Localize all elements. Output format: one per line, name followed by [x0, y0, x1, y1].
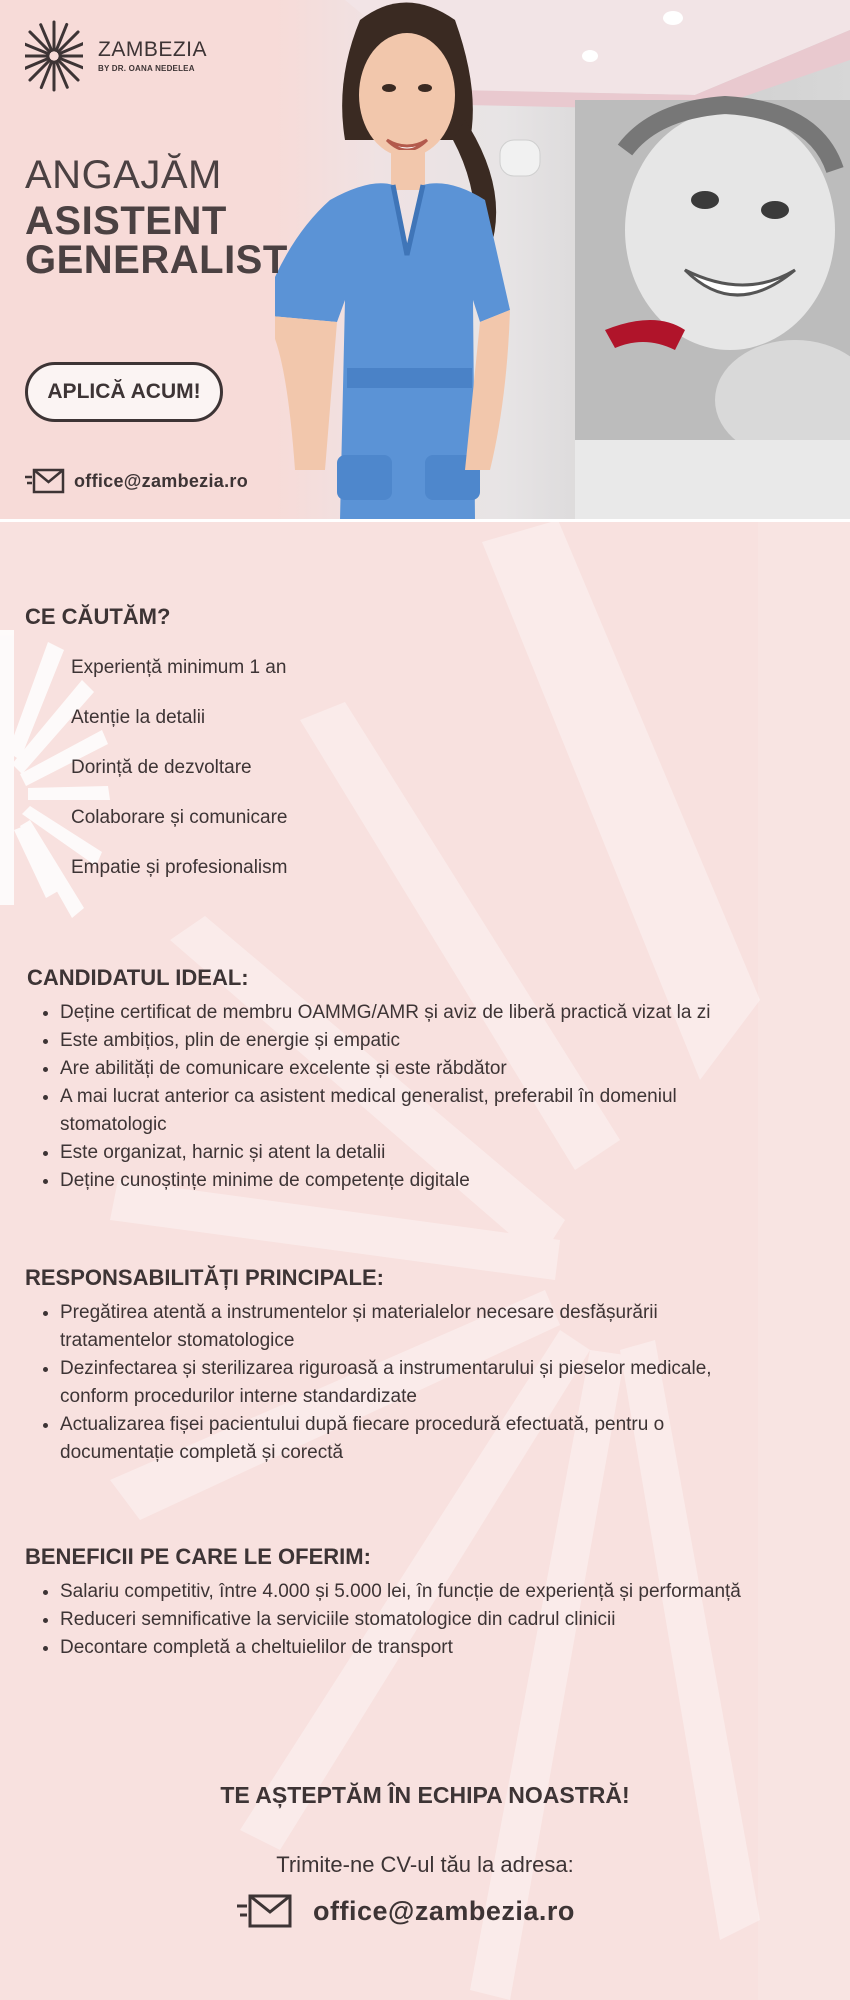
list-item: Experiență minimum 1 an	[71, 657, 287, 678]
cta-email-text: office@zambezia.ro	[313, 1895, 575, 1926]
sunburst-logo-icon	[25, 20, 83, 92]
apply-now-button[interactable]: APLICĂ ACUM!	[25, 362, 223, 422]
ideal-candidate-title: CANDIDATUL IDEAL:	[27, 965, 249, 990]
responsibilities-title: RESPONSABILITĂȚI PRINCIPALE:	[25, 1265, 384, 1290]
brand-tagline: BY DR. OANA NEDELEA	[98, 64, 195, 73]
list-item: • Dezinfectarea și sterilizarea riguroasă a instrumentarului și pieselor medicale, conform procedurilor interne standardizate	[60, 1355, 740, 1411]
list-item: Colaborare și comunicare	[71, 807, 288, 828]
envelope-icon	[25, 468, 65, 494]
role-title-line1: ASISTENT	[25, 199, 227, 243]
hero-email-text: office@zambezia.ro	[74, 470, 248, 491]
list-item: Atenție la detalii	[71, 707, 206, 728]
list-item: • Are abilități de comunicare excelente și este răbdător	[60, 1055, 840, 1083]
child-mural	[575, 100, 850, 520]
brand-logo[interactable]	[25, 20, 207, 92]
requirements-title: CE CĂUTĂM?	[25, 604, 171, 629]
ceiling-light	[663, 11, 683, 25]
responsibilities-list	[35, 1299, 740, 1467]
hero-divider	[0, 519, 850, 522]
ideal-candidate-list	[35, 999, 840, 1195]
list-item: Dorință de dezvoltare	[71, 757, 252, 778]
hiring-kicker: ANGAJĂM	[25, 153, 222, 197]
hero-email-link[interactable]	[25, 468, 248, 494]
list-item: • Actualizarea fișei pacientului după fiecare procedură efectuată, pentru o documentație completă și corectă	[60, 1411, 740, 1467]
list-item: • Reduceri semnificative la serviciile stomatologice din cadrul clinicii	[60, 1606, 840, 1634]
cta-email-link[interactable]	[237, 1893, 575, 1929]
list-item: • Salariu competitiv, între 4.000 și 5.000 lei, în funcție de experiență și performanță	[60, 1578, 840, 1606]
list-item: • Deține certificat de membru OAMMG/AMR și aviz de liberă practică vizat la zi	[60, 999, 840, 1027]
benefits-list	[35, 1578, 840, 1662]
list-item: • Este organizat, harnic și atent la detalii	[60, 1139, 840, 1167]
list-item: • Deține cunoștințe minime de competențe digitale	[60, 1167, 840, 1195]
cta-title: TE AȘTEPTĂM ÎN ECHIPA NOASTRĂ!	[220, 1782, 630, 1808]
requirements-list	[71, 648, 288, 898]
list-item: • Este ambițios, plin de energie și empatic	[60, 1027, 840, 1055]
dental-lamp	[500, 140, 540, 176]
list-item: • Pregătirea atentă a instrumentelor și materialelor necesare desfășurării tratamentelor stomatologice	[60, 1299, 740, 1355]
list-item: • A mai lucrat anterior ca asistent medical generalist, preferabil în domeniul stomatologic	[60, 1083, 760, 1139]
cta-subtitle: Trimite-ne CV-ul tău la adresa:	[276, 1852, 574, 1877]
brand-name: ZAMBEZIA	[98, 38, 208, 61]
hero-photo	[275, 0, 850, 520]
ceiling-light	[582, 50, 598, 62]
list-item: • Decontare completă a cheltuielilor de transport	[60, 1634, 840, 1662]
list-item: Empatie și profesionalism	[71, 857, 288, 878]
hero-banner	[0, 0, 850, 520]
benefits-title: BENEFICII PE CARE LE OFERIM:	[25, 1544, 371, 1569]
envelope-icon	[237, 1893, 293, 1929]
role-title-line2: GENERALIST	[25, 238, 288, 282]
